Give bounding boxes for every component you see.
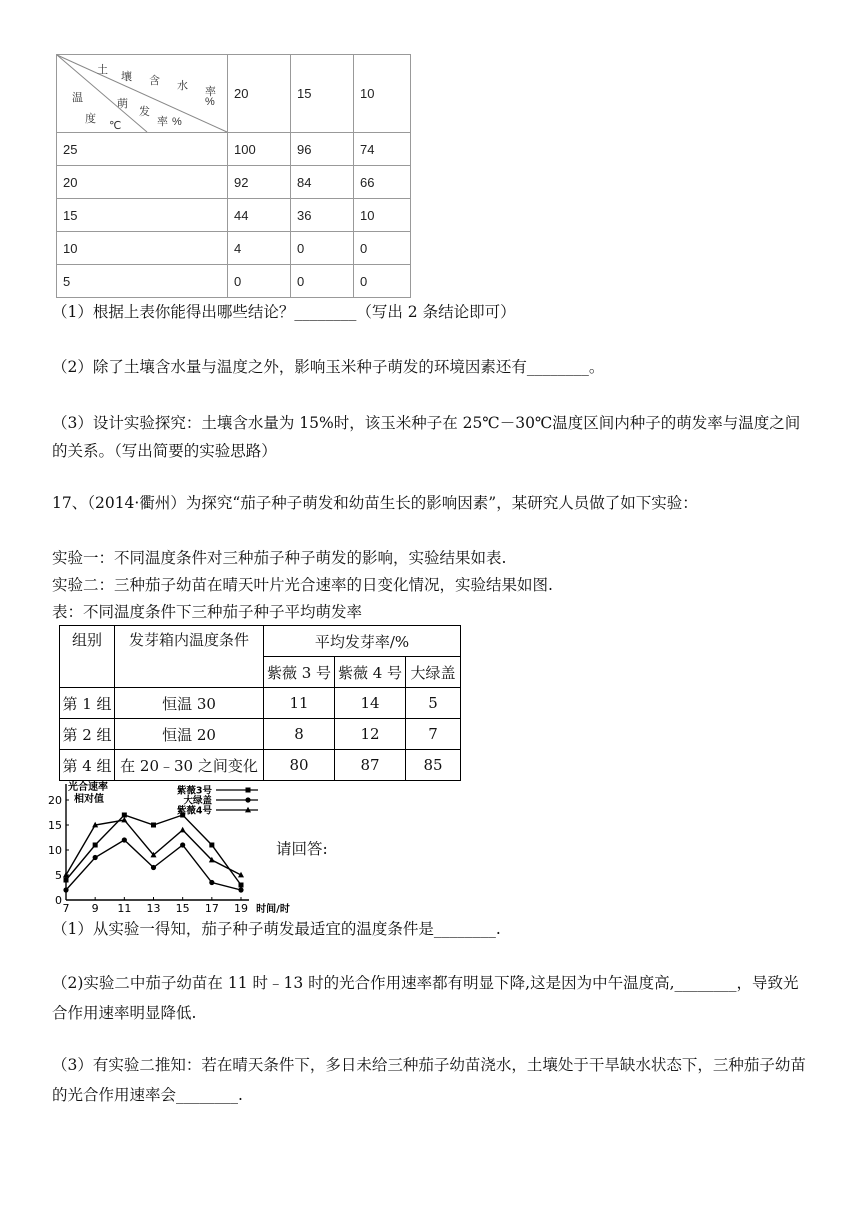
header-char: 发 — [139, 106, 150, 118]
y-axis-label-line1: 光合速率 — [68, 782, 108, 793]
table-row — [57, 265, 411, 298]
data-point — [209, 880, 214, 885]
x-tick-label: 19 — [234, 902, 248, 915]
q17-question-3: （3）有实验二推知：若在晴天条件下，多日未给三种茄子幼苗浇水，土壤处于干旱缺水状态下，三种茄子幼苗的光合作用速率会________. — [52, 1056, 806, 1104]
table-row — [57, 133, 411, 166]
value-cell: 0 — [291, 232, 354, 265]
column-header: 15 — [291, 55, 354, 133]
column-header: 20 — [228, 55, 291, 133]
data-point — [122, 837, 127, 842]
temp-cell: 15 — [57, 199, 228, 232]
header-char: 率 — [157, 116, 168, 128]
value-cell: 85 — [406, 750, 461, 781]
legend-marker — [245, 797, 250, 802]
x-tick-label: 9 — [91, 902, 99, 915]
value-cell: 0 — [291, 265, 354, 298]
x-tick-label: 15 — [175, 902, 190, 915]
temp-cell: 20 — [57, 166, 228, 199]
legend-marker — [246, 788, 251, 793]
header-char: % — [172, 116, 182, 128]
header-variety: 紫薇 4 号 — [335, 657, 406, 688]
data-point — [151, 865, 156, 870]
value-cell: 74 — [354, 133, 411, 166]
data-point — [64, 878, 69, 883]
q17-intro: 17、（2014·衢州）为探究“茄子种子萌发和幼苗生长的影响因素”，某研究人员做了如下实验： — [52, 494, 698, 512]
header-char: ℃ — [109, 120, 122, 132]
table-row — [60, 750, 461, 781]
data-point — [209, 843, 214, 848]
germination-table — [56, 54, 411, 298]
data-point — [180, 827, 186, 833]
table-row — [57, 232, 411, 265]
table-row — [57, 199, 411, 232]
value-cell: 10 — [354, 199, 411, 232]
header-char: 温 — [72, 92, 83, 104]
q17-question-1: （1）从实验一得知，茄子种子萌发最适宜的温度条件是________. — [52, 920, 501, 938]
y-axis-label-line2: 相对值 — [74, 794, 104, 805]
please-answer-label: 请回答: — [276, 840, 328, 858]
value-cell: 0 — [354, 232, 411, 265]
value-cell: 84 — [291, 166, 354, 199]
header-group: 组别 — [60, 626, 115, 688]
value-cell: 12 — [335, 719, 406, 750]
q16-question-3: （3）设计实验探究：土壤含水量为 15%时，该玉米种子在 25℃－30℃温度区间内种子的萌发率与温度之间的关系。（写出简要的实验思路） — [52, 414, 801, 460]
value-cell: 87 — [335, 750, 406, 781]
q17-experiment-1: 实验一：不同温度条件对三种茄子种子萌发的影响，实验结果如表. — [52, 549, 507, 567]
x-tick-label: 17 — [204, 902, 219, 915]
header-char: 水 — [177, 80, 188, 92]
y-tick-label: 20 — [48, 794, 62, 807]
value-cell: 44 — [228, 199, 291, 232]
x-tick-label: 13 — [146, 902, 161, 915]
photosynthesis-chart — [48, 780, 290, 916]
header-condition: 发芽箱内温度条件 — [115, 626, 264, 688]
value-cell: 14 — [335, 688, 406, 719]
data-point — [239, 883, 244, 888]
data-point — [238, 887, 243, 892]
value-cell: 66 — [354, 166, 411, 199]
q17-question-2: （2)实验二中茄子幼苗在 11 时﹣13 时的光合作用速率都有明显下降,这是因为中午温度高,________，导致光合作用速率明显降低. — [52, 974, 799, 1022]
group-cell: 第 1 组 — [60, 688, 115, 719]
eggplant-germination-table — [59, 625, 461, 781]
header-rate: 平均发芽率/% — [264, 626, 461, 657]
q17-experiment-2: 实验二：三种茄子幼苗在晴天叶片光合速率的日变化情况，实验结果如图. — [52, 576, 553, 594]
header-variety: 紫薇 3 号 — [264, 657, 335, 688]
data-point — [63, 887, 68, 892]
value-cell: 92 — [228, 166, 291, 199]
y-tick-label: 0 — [55, 894, 62, 907]
header-char: 度 — [85, 113, 96, 125]
table-row — [57, 166, 411, 199]
header-char: 土 — [97, 64, 108, 76]
column-header: 10 — [354, 55, 411, 133]
value-cell: 8 — [264, 719, 335, 750]
q16-question-1: （1）根据上表你能得出哪些结论？________（写出 2 条结论即可） — [52, 303, 516, 321]
header-char: 萌 — [117, 98, 128, 110]
value-cell: 7 — [406, 719, 461, 750]
temp-cell: 25 — [57, 133, 228, 166]
data-point — [93, 855, 98, 860]
table-row — [60, 719, 461, 750]
temp-cell: 10 — [57, 232, 228, 265]
header-char: % — [205, 96, 215, 108]
condition-cell: 在 20﹣30 之间变化 — [115, 750, 264, 781]
value-cell: 0 — [354, 265, 411, 298]
data-point — [151, 823, 156, 828]
value-cell: 36 — [291, 199, 354, 232]
legend-label: 紫薇4号 — [176, 805, 212, 817]
value-cell: 100 — [228, 133, 291, 166]
x-axis-label: 时间/时 — [256, 904, 290, 915]
value-cell: 96 — [291, 133, 354, 166]
q17-table-caption: 表：不同温度条件下三种茄子种子平均萌发率 — [52, 603, 363, 621]
condition-cell: 恒温 20 — [115, 719, 264, 750]
x-tick-label: 7 — [62, 902, 70, 915]
value-cell: 80 — [264, 750, 335, 781]
header-char: 壤 — [121, 71, 132, 83]
temp-cell: 5 — [57, 265, 228, 298]
value-cell: 11 — [264, 688, 335, 719]
x-tick-label: 11 — [117, 902, 132, 915]
header-char: 率 — [205, 86, 216, 98]
group-cell: 第 4 组 — [60, 750, 115, 781]
y-tick-label: 15 — [48, 819, 62, 832]
value-cell: 5 — [406, 688, 461, 719]
diagonal-header-cell — [57, 55, 228, 133]
condition-cell: 恒温 30 — [115, 688, 264, 719]
data-point — [122, 813, 127, 818]
q16-question-2: （2）除了土壤含水量与温度之外，影响玉米种子萌发的环境因素还有________。 — [52, 358, 605, 376]
header-char: 含 — [149, 75, 160, 87]
legend-label: 大绿盖 — [183, 795, 212, 807]
table-row — [60, 688, 461, 719]
group-cell: 第 2 组 — [60, 719, 115, 750]
y-tick-label: 5 — [55, 869, 62, 882]
header-variety: 大绿盖 — [406, 657, 461, 688]
value-cell: 0 — [228, 265, 291, 298]
data-point — [93, 843, 98, 848]
value-cell: 4 — [228, 232, 291, 265]
y-tick-label: 10 — [48, 844, 62, 857]
legend-label: 紫薇3号 — [176, 785, 212, 797]
data-point — [180, 842, 185, 847]
